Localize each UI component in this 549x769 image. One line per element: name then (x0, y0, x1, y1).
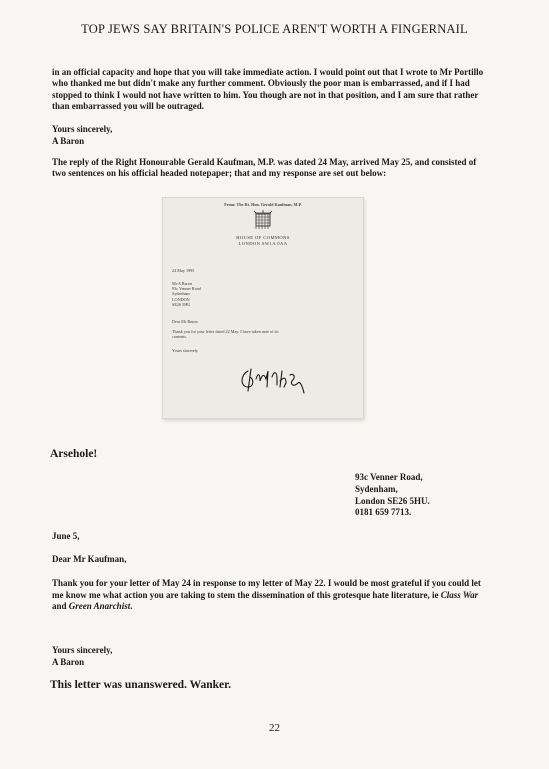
letter2-italic-title: Class War (440, 589, 479, 600)
signoff-block (52, 645, 112, 668)
intro-line: who thanked me but didn't make any further comment. Obviously the poor man is embarrassed, and if I had (52, 78, 470, 89)
address-line: Sydenham, (355, 483, 398, 494)
page-number: 22 (269, 722, 280, 734)
letter-date: 24 May 1995 (172, 268, 195, 273)
recipient-line: 93c Venner Road (172, 286, 201, 292)
letter-body-line: contents. (172, 334, 188, 340)
letter2-italic-title: Green Anarchist (68, 601, 131, 612)
letter2-date: June 5, (52, 531, 80, 541)
reply-note-line: two sentences on his official headed notepaper; that and my response are set out below: (52, 168, 387, 179)
letter2-line: Thank you for your letter of May 24 in response to my letter of May 22. I would be most grateful if you could let (52, 578, 481, 588)
letter2-salutation: Dear Mr Kaufman, (52, 554, 127, 564)
letter2-line (52, 590, 512, 602)
letter2-line-text: me know me what action you are taking to stem the dissemination of this grotesque hate literature, ie (52, 589, 439, 600)
address-line: 93c Venner Road, (355, 472, 423, 482)
letter-body (172, 329, 278, 339)
recipient-line: Sydenham (172, 291, 190, 297)
signoff-name: A Baron (52, 656, 85, 667)
recipient-line: Mr A Baron (172, 281, 193, 286)
letter2-line (52, 601, 512, 613)
reply-note-paragraph (52, 157, 512, 180)
signoff-closing: Yours sincerely, (52, 645, 113, 655)
sender-address (355, 472, 430, 519)
letter2-body (52, 578, 512, 613)
letter-from: From: The Rt. Hon. Gerald Kaufman, M.P. (224, 202, 302, 207)
page-title: TOP JEWS SAY BRITAIN'S POLICE AREN'T WORTH A FINGERNAIL (81, 22, 468, 36)
recipient-line: SE26 5HU (172, 301, 191, 307)
signoff-block (52, 124, 112, 147)
portcullis-icon (252, 209, 274, 231)
letter-body-line: Thank you for your letter dated 22 May. I have taken note of its (172, 329, 279, 334)
letter-recipient (172, 281, 201, 307)
letter-salutation: Dear Mr Baron (172, 319, 198, 324)
intro-line: than embarrassed you will be outraged. (52, 101, 205, 112)
intro-paragraph (52, 67, 512, 113)
intro-line: stopped to think I would not have written to him. You though are not in that position, and I am sure that rather (52, 89, 479, 100)
intro-line: in an official capacity and hope that you will take immediate action. I would point out that I wrote to Mr Portillo (52, 67, 484, 77)
letter-letterhead (162, 235, 364, 247)
signoff-closing: Yours sincerely, (52, 124, 113, 134)
embedded-letter-image (162, 197, 364, 419)
reply-note-line: The reply of the Right Honourable Gerald Kaufman, M.P. was dated 24 May, arrived May 25, and consisted of (52, 157, 477, 167)
letter2-conjunction: and (52, 601, 67, 612)
letter2-period: . (130, 601, 133, 612)
letterhead-line: HOUSE OF COMMONS (236, 235, 290, 240)
letter-closing: Yours sincerely (172, 348, 198, 353)
unanswered-note: This letter was unanswered. Wanker. (50, 679, 232, 691)
letterhead-line: LONDON SW1A 0AA (238, 241, 288, 246)
address-line: 0181 659 7713. (355, 507, 412, 518)
address-line: London SE26 5HU. (355, 495, 430, 506)
recipient-line: LONDON (172, 296, 190, 302)
exclamation-text: Arsehole! (50, 448, 98, 460)
handwritten-signature (234, 357, 314, 397)
signoff-name: A Baron (52, 135, 85, 146)
